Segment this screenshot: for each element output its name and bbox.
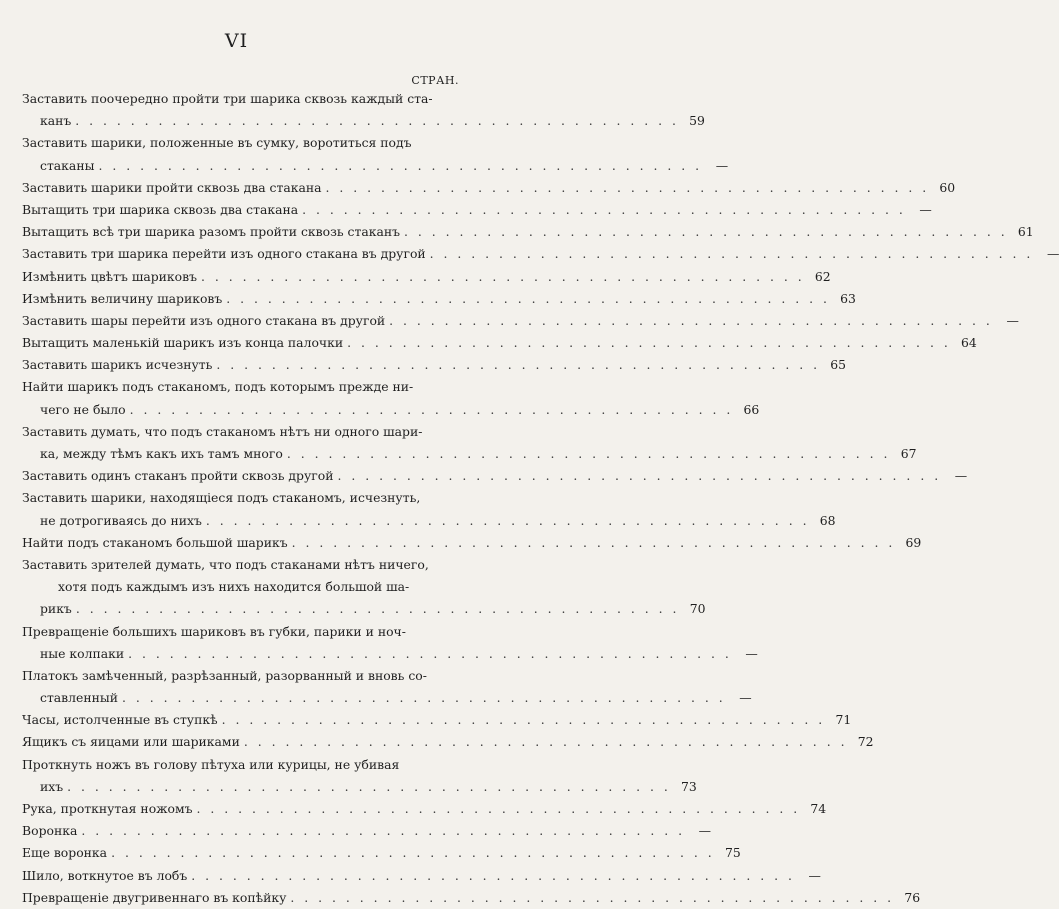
- page-column-header: СТРАН.: [411, 74, 459, 87]
- toc-page-number: —: [1006, 312, 1019, 328]
- toc-entry: [22, 731, 874, 753]
- toc-entry-line: [22, 376, 459, 398]
- toc-page-number: 59: [689, 113, 705, 129]
- toc-entry-line: [22, 155, 729, 177]
- toc-entry: [22, 820, 712, 842]
- toc-leader-dots: . . . . . . . . . . . . . . . . . . . . . . . . . . . . . . . . . . . . . . . . . . . .: [243, 734, 848, 750]
- toc-entry: [22, 554, 706, 621]
- toc-entry-text: стаканы: [40, 157, 95, 173]
- toc-page-number: 76: [904, 889, 921, 905]
- toc-leader-dots: . . . . . . . . . . . . . . . . . . . . . . . . . . . . . . . . . . . . . . . . . . . .: [291, 534, 896, 550]
- toc-entry: [22, 865, 821, 887]
- toc-entry-line: [22, 576, 459, 598]
- toc-leader-dots: . . . . . . . . . . . . . . . . . . . . . . . . . . . . . . . . . . . . . . . . . . . .: [429, 246, 1034, 262]
- toc-entry-line: [22, 88, 459, 110]
- toc-entry-line: [22, 709, 852, 731]
- toc-entry-line: [22, 842, 741, 864]
- toc-entry-text: Ящикъ съ яицами или шариками: [22, 734, 240, 750]
- toc-entry-text: Заставить зрителей думать, что подъ стаканами нѣтъ ничего,: [22, 556, 429, 572]
- toc-page-number: 61: [1017, 224, 1034, 240]
- toc-entry-text: Заставить три шарика перейти изъ одного стакана въ другой: [22, 246, 426, 262]
- toc-entry-line: [22, 687, 752, 709]
- toc-entry-text: Найти шарикъ подъ стаканомъ, подъ которымъ прежде ни-: [22, 379, 414, 395]
- toc-leader-dots: . . . . . . . . . . . . . . . . . . . . . . . . . . . . . . . . . . . . . . . . . . . .: [75, 113, 679, 129]
- toc-entry-line: [22, 776, 697, 798]
- toc-leader-dots: . . . . . . . . . . . . . . . . . . . . . . . . . . . . . . . . . . . . . . . . . . . .: [403, 224, 1008, 240]
- toc-leader-dots: . . . . . . . . . . . . . . . . . . . . . . . . . . . . . . . . . . . . . . . . . . . .: [111, 845, 715, 861]
- toc-leader-dots: . . . . . . . . . . . . . . . . . . . . . . . . . . . . . . . . . . . . . . . . . . . .: [302, 201, 906, 217]
- toc-entry-line: [22, 465, 968, 487]
- toc-entry-line: [22, 621, 459, 643]
- toc-entry-text: рикъ: [40, 601, 72, 617]
- toc-entry-line: [22, 865, 821, 887]
- toc-page-number: 71: [835, 712, 852, 728]
- toc-entry-line: [22, 354, 847, 376]
- toc-entry-text: Вытащить маленькій шарикъ изъ конца палочки: [22, 335, 344, 351]
- toc-leader-dots: . . . . . . . . . . . . . . . . . . . . . . . . . . . . . . . . . . . . . . . . . . . .: [325, 179, 930, 195]
- toc-entry-text: Заставить думать, что подъ стаканомъ нѣтъ ни одного шари-: [22, 423, 423, 439]
- toc-entry-line: [22, 132, 459, 154]
- toc-page-number: 73: [681, 778, 697, 794]
- toc-page-number: —: [739, 690, 752, 706]
- toc-leader-dots: . . . . . . . . . . . . . . . . . . . . . . . . . . . . . . . . . . . . . . . . . . . .: [67, 778, 671, 794]
- toc-entry: [22, 132, 729, 176]
- toc-entry-line: [22, 665, 459, 687]
- toc-entry-line: [22, 643, 758, 665]
- toc-leader-dots: . . . . . . . . . . . . . . . . . . . . . . . . . . . . . . . . . . . . . . . . . . . .: [81, 823, 686, 839]
- toc-entry: [22, 88, 705, 132]
- toc-entry: [22, 421, 917, 465]
- toc-entry-line: [22, 443, 917, 465]
- toc-entry-text: Шило, воткнутое въ лобъ: [22, 867, 188, 883]
- toc-entry-line: [22, 798, 827, 820]
- toc-entry: [22, 310, 1019, 332]
- toc-page-number: 63: [840, 290, 856, 306]
- toc-leader-dots: . . . . . . . . . . . . . . . . . . . . . . . . . . . . . . . . . . . . . . . . . . . .: [216, 357, 821, 373]
- toc-leader-dots: . . . . . . . . . . . . . . . . . . . . . . . . . . . . . . . . . . . . . . . . . . . .: [122, 690, 726, 706]
- toc-entry: [22, 199, 932, 221]
- toc-leader-dots: . . . . . . . . . . . . . . . . . . . . . . . . . . . . . . . . . . . . . . . . . . . .: [347, 335, 951, 351]
- toc-leader-dots: . . . . . . . . . . . . . . . . . . . . . . . . . . . . . . . . . . . . . . . . . . . .: [200, 268, 805, 284]
- toc-page-number: 68: [819, 512, 836, 528]
- toc-entry-text: чего не было: [40, 401, 126, 417]
- toc-page-number: 74: [810, 801, 827, 816]
- toc-entry-text: ка, между тѣмъ какъ ихъ тамъ много: [40, 446, 283, 461]
- toc-entry-text: Платокъ замѣченный, разрѣзанный, разорванный и вновь со-: [22, 667, 427, 683]
- toc-leader-dots: . . . . . . . . . . . . . . . . . . . . . . . . . . . . . . . . . . . . . . . . . . . .: [389, 312, 993, 328]
- toc-entry-line: [22, 510, 836, 532]
- toc-entry-line: [22, 288, 856, 310]
- page-number: VI: [224, 30, 249, 52]
- toc-entry: [22, 487, 836, 531]
- toc-entry-line: [22, 310, 1019, 332]
- toc-page-number: —: [919, 201, 932, 217]
- toc-entry-text: Вытащить три шарика сквозь два стакана: [22, 201, 299, 217]
- toc-entry-text: Заставить шары перейти изъ одного стакана въ другой: [22, 312, 386, 328]
- toc-entry-text: Превращеніе большихъ шариковъ въ губки, парики и ноч-: [22, 623, 406, 639]
- toc-entry-line: [22, 243, 1059, 265]
- toc-leader-dots: . . . . . . . . . . . . . . . . . . . . . . . . . . . . . . . . . . . . . . . . . . . .: [226, 290, 830, 306]
- toc-entry-line: [22, 221, 1034, 243]
- toc-entry: [22, 221, 1034, 243]
- toc-page-number: 70: [689, 601, 706, 617]
- toc-entry: [22, 354, 847, 376]
- toc-entry-text: канъ: [40, 113, 72, 129]
- toc-leader-dots: . . . . . . . . . . . . . . . . . . . . . . . . . . . . . . . . . . . . . . . . . . . .: [205, 512, 810, 528]
- toc-entry-text: ихъ: [40, 778, 64, 794]
- toc-page-number: —: [1046, 246, 1059, 262]
- toc-leader-dots: . . . . . . . . . . . . . . . . . . . . . . . . . . . . . . . . . . . . . . . . . . . .: [337, 468, 942, 484]
- toc-entry-text: Заставить шарики, находящіеся подъ стаканомъ, исчезнуть,: [22, 490, 421, 506]
- toc-entry-text: Часы, истолченные въ ступкѣ: [22, 712, 218, 728]
- toc-entry-line: [22, 598, 706, 620]
- toc-entry-text: Заставить шарики пройти сквозь два стакана: [22, 179, 322, 195]
- toc-leader-dots: . . . . . . . . . . . . . . . . . . . . . . . . . . . . . . . . . . . . . . . . . . . .: [75, 601, 680, 617]
- toc-page-number: 62: [814, 268, 831, 284]
- toc-leader-dots: . . . . . . . . . . . . . . . . . . . . . . . . . . . . . . . . . . . . . . . . . . . .: [98, 157, 703, 173]
- toc-entry-text: не дотрогиваясь до нихъ: [40, 512, 202, 528]
- toc-entry: [22, 376, 760, 420]
- toc-leader-dots: . . . . . . . . . . . . . . . . . . . . . . . . . . . . . . . . . . . . . . . . . . . .: [128, 645, 732, 661]
- toc-entry-line: [22, 554, 459, 576]
- toc-entry-line: [22, 177, 956, 199]
- toc-entry-text: Найти подъ стаканомъ большой шарикъ: [22, 534, 288, 550]
- toc-entry-text: Превращеніе двугривеннаго въ копѣйку: [22, 889, 287, 905]
- toc-entry-line: [22, 110, 705, 132]
- toc-entry-text: Заставить шарики, положенные въ сумку, воротиться подъ: [22, 135, 412, 151]
- toc-page-number: 75: [724, 845, 741, 861]
- toc-leader-dots: . . . . . . . . . . . . . . . . . . . . . . . . . . . . . . . . . . . . . . . . . . . .: [290, 889, 895, 905]
- toc-entry: [22, 842, 741, 864]
- toc-entry: [22, 665, 752, 709]
- toc-page-number: 60: [939, 179, 956, 195]
- toc-entry-text: ные колпаки: [40, 645, 125, 661]
- toc-entry-line: [22, 820, 712, 842]
- toc-entry-line: [22, 754, 459, 776]
- toc-leader-dots: . . . . . . . . . . . . . . . . . . . . . . . . . . . . . . . . . . . . . . . . . . . .: [196, 801, 801, 816]
- toc-entry: [22, 887, 921, 909]
- toc-entry-line: [22, 399, 760, 421]
- toc-page-number: 66: [743, 401, 760, 417]
- toc-entry: [22, 177, 956, 199]
- toc-entry-line: [22, 199, 932, 221]
- toc-page-number: 67: [900, 446, 917, 461]
- toc-entry: [22, 621, 758, 665]
- toc-leader-dots: . . . . . . . . . . . . . . . . . . . . . . . . . . . . . . . . . . . . . . . . . . . .: [191, 867, 795, 883]
- toc-entry-text: Измѣнить цвѣтъ шариковъ: [22, 268, 197, 284]
- toc-page-number: 69: [905, 534, 922, 550]
- toc-entry: [22, 243, 1059, 265]
- toc-entry: [22, 754, 697, 798]
- toc-entry: [22, 266, 831, 288]
- toc-entry-text: Измѣнить величину шариковъ: [22, 290, 223, 306]
- toc-leader-dots: . . . . . . . . . . . . . . . . . . . . . . . . . . . . . . . . . . . . . . . . . . . .: [221, 712, 826, 728]
- toc-entry-text: Рука, проткнутая ножомъ: [22, 801, 193, 816]
- toc-entry-text: Заставить одинъ стаканъ пройти сквозь другой: [22, 468, 334, 484]
- toc-entry-text: Заставить поочередно пройти три шарика сквозь каждый ста-: [22, 91, 433, 106]
- toc-entry-text: хотя подъ каждымъ изъ нихъ находится большой ша-: [58, 579, 410, 595]
- toc-entry: [22, 709, 852, 731]
- toc-page-number: 72: [857, 734, 874, 750]
- table-of-contents: [22, 88, 1059, 909]
- toc-page-number: 64: [960, 335, 977, 351]
- toc-page-number: —: [698, 823, 712, 839]
- toc-entry-line: [22, 532, 922, 554]
- toc-page-number: —: [745, 645, 758, 661]
- toc-page-number: —: [715, 157, 729, 173]
- toc-entry-text: Проткнуть ножъ въ голову пѣтуха или курицы, не убивая: [22, 756, 400, 772]
- toc-entry-line: [22, 731, 874, 753]
- toc-leader-dots: . . . . . . . . . . . . . . . . . . . . . . . . . . . . . . . . . . . . . . . . . . . .: [286, 446, 891, 461]
- toc-entry-line: [22, 421, 459, 443]
- toc-page-number: —: [808, 867, 821, 883]
- toc-entry-text: ставленный: [40, 690, 118, 706]
- toc-entry-line: [22, 266, 831, 288]
- toc-entry-line: [22, 487, 459, 509]
- toc-entry: [22, 798, 827, 820]
- toc-entry-text: Воронка: [22, 823, 78, 839]
- toc-entry: [22, 288, 856, 310]
- toc-entry-line: [22, 887, 921, 909]
- toc-entry: [22, 465, 968, 487]
- toc-entry-text: Еще воронка: [22, 845, 108, 861]
- toc-page-number: 65: [830, 357, 847, 373]
- toc-entry-line: [22, 332, 977, 354]
- toc-entry: [22, 332, 977, 354]
- toc-page-number: —: [954, 468, 968, 484]
- toc-leader-dots: . . . . . . . . . . . . . . . . . . . . . . . . . . . . . . . . . . . . . . . . . . . .: [129, 401, 734, 417]
- toc-entry-text: Вытащить всѣ три шарика разомъ пройти сквозь стаканъ: [22, 224, 400, 240]
- toc-entry: [22, 532, 922, 554]
- toc-entry-text: Заставить шарикъ исчезнуть: [22, 357, 213, 373]
